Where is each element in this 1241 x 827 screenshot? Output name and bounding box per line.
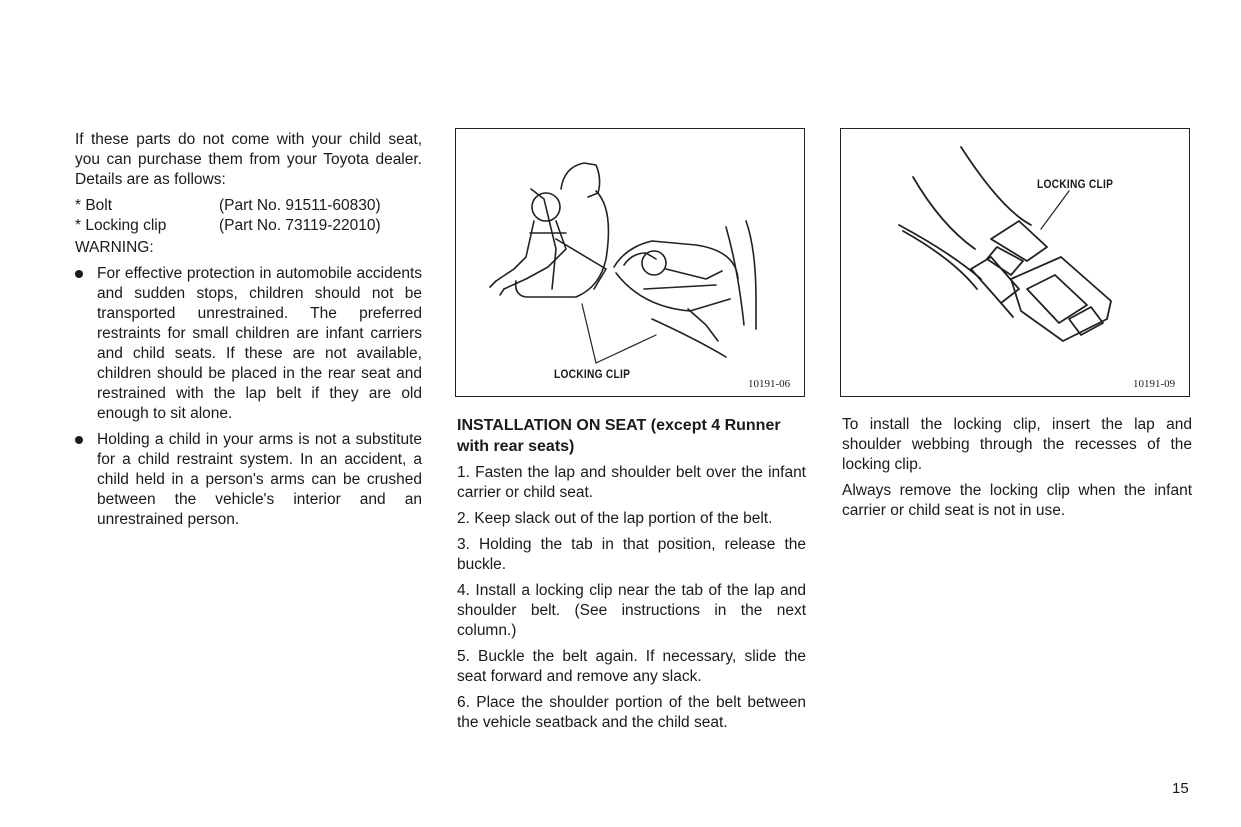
intro-paragraph: If these parts do not come with your child seat, you can purchase them from your Toyota dealer. Details are as follows: [75,131,422,188]
step-item: 2. Keep slack out of the lap portion of the belt. [457,510,773,527]
part-name: * Locking clip [75,217,167,234]
section-heading: INSTALLATION ON SEAT (except 4 Runner with rear seats) [457,417,781,455]
child-seat-illustration [456,129,804,396]
step-item: 6. Place the shoulder portion of the belt between the vehicle seatback and the child seat. [457,694,806,731]
warning-item [75,430,422,530]
part-row-bolt [75,196,422,216]
step-item: 1. Fasten the lap and shoulder belt over the infant carrier or child seat. [457,464,806,501]
child-seat-figure [455,128,805,397]
locking-clip-figure [840,128,1190,397]
step-item: 5. Buckle the belt again. If necessary, slide the seat forward and remove any slack. [457,648,806,685]
bullet-icon [75,270,83,278]
middle-column [457,415,806,739]
warning-item [75,264,422,424]
warning-list [75,264,422,530]
instruction-paragraph: Always remove the locking clip when the infant carrier or child seat is not in use. [842,482,1192,519]
parts-list [75,196,422,236]
figure-code: 10191-09 [1133,378,1176,390]
warning-text: Holding a child in your arms is not a substitute for a child restraint system. In an accident, a child held in a person's arms can be crushed between the vehicle's interior and an unrestrained person. [97,431,422,528]
left-column [75,130,422,536]
bullet-icon [75,436,83,444]
figure-code: 10191-06 [748,378,791,390]
locking-clip-label: LOCKING CLIP [554,367,631,381]
locking-clip-illustration [841,129,1189,396]
step-item: 3. Holding the tab in that position, release the buckle. [457,536,806,573]
part-number: (Part No. 91511-60830) [219,197,381,214]
instruction-paragraph: To install the locking clip, insert the lap and shoulder webbing through the recesses of the locking clip. [842,416,1192,473]
locking-clip-label: LOCKING CLIP [1037,177,1114,191]
page-number: 15 [1172,780,1189,797]
warning-label: WARNING: [75,239,154,256]
part-name: * Bolt [75,197,113,214]
part-number: (Part No. 73119-22010) [219,217,381,234]
part-row-locking-clip [75,216,422,236]
warning-text: For effective protection in automobile accidents and sudden stops, children should not be transported unrestrained. The preferred restraints for small children are infant carriers and child seats. If these are not available, children should be placed in the rear seat and restrained with the lap belt if they are old enough to sit alone. [97,265,422,422]
step-item: 4. Install a locking clip near the tab of the lap and shoulder belt. (See instructions in the next column.) [457,582,806,639]
right-column [842,415,1192,527]
